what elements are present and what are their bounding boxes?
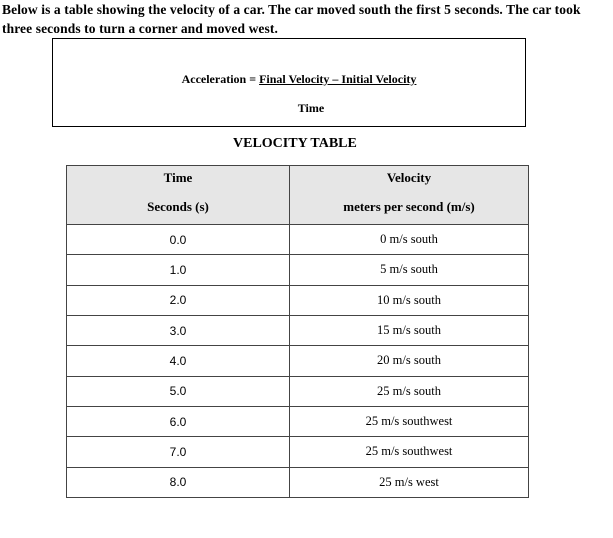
velocity-cell: 25 m/s west: [290, 467, 529, 497]
table-row: [67, 437, 529, 467]
formula-box: [52, 38, 526, 127]
velocity-cell: 10 m/s south: [290, 285, 529, 315]
velocity-header-unit: meters per second (m/s): [343, 199, 475, 214]
time-header-unit: Seconds (s): [147, 199, 209, 214]
time-cell: 7.0: [67, 437, 290, 467]
velocity-header-label: Velocity: [386, 170, 432, 185]
time-cell: 2.0: [67, 285, 290, 315]
time-column-header: [67, 166, 290, 225]
velocity-cell: 20 m/s south: [290, 346, 529, 376]
formula-line: [53, 72, 525, 87]
velocity-cell: 25 m/s southwest: [290, 406, 529, 436]
time-cell: 4.0: [67, 346, 290, 376]
velocity-cell: 25 m/s south: [290, 376, 529, 406]
table-row: [67, 467, 529, 497]
formula-prefix: Acceleration =: [181, 72, 260, 86]
table-row: [67, 315, 529, 345]
intro-paragraph: Below is a table showing the velocity of a car. The car moved south the first 5 seconds. The car took three seconds to turn a corner and moved west.: [2, 2, 581, 36]
table-header-row: [67, 166, 529, 225]
formula-denominator: Time: [297, 101, 325, 115]
table-row: [67, 406, 529, 436]
time-cell: 5.0: [67, 376, 290, 406]
time-cell: 1.0: [67, 255, 290, 285]
time-cell: 0.0: [67, 225, 290, 255]
velocity-column-header: [290, 166, 529, 225]
formula-numerator: Final Velocity – Initial Velocity: [259, 72, 417, 86]
time-header-label: Time: [163, 170, 193, 185]
table-row: [67, 346, 529, 376]
time-cell: 8.0: [67, 467, 290, 497]
time-cell: 3.0: [67, 315, 290, 345]
table-title: VELOCITY TABLE: [233, 136, 357, 151]
velocity-cell: 25 m/s southwest: [290, 437, 529, 467]
velocity-table: [66, 165, 529, 498]
velocity-cell: 0 m/s south: [290, 225, 529, 255]
time-cell: 6.0: [67, 406, 290, 436]
table-row: [67, 285, 529, 315]
table-row: [67, 255, 529, 285]
velocity-cell: 5 m/s south: [290, 255, 529, 285]
velocity-cell: 15 m/s south: [290, 315, 529, 345]
table-row: [67, 225, 529, 255]
table-row: [67, 376, 529, 406]
